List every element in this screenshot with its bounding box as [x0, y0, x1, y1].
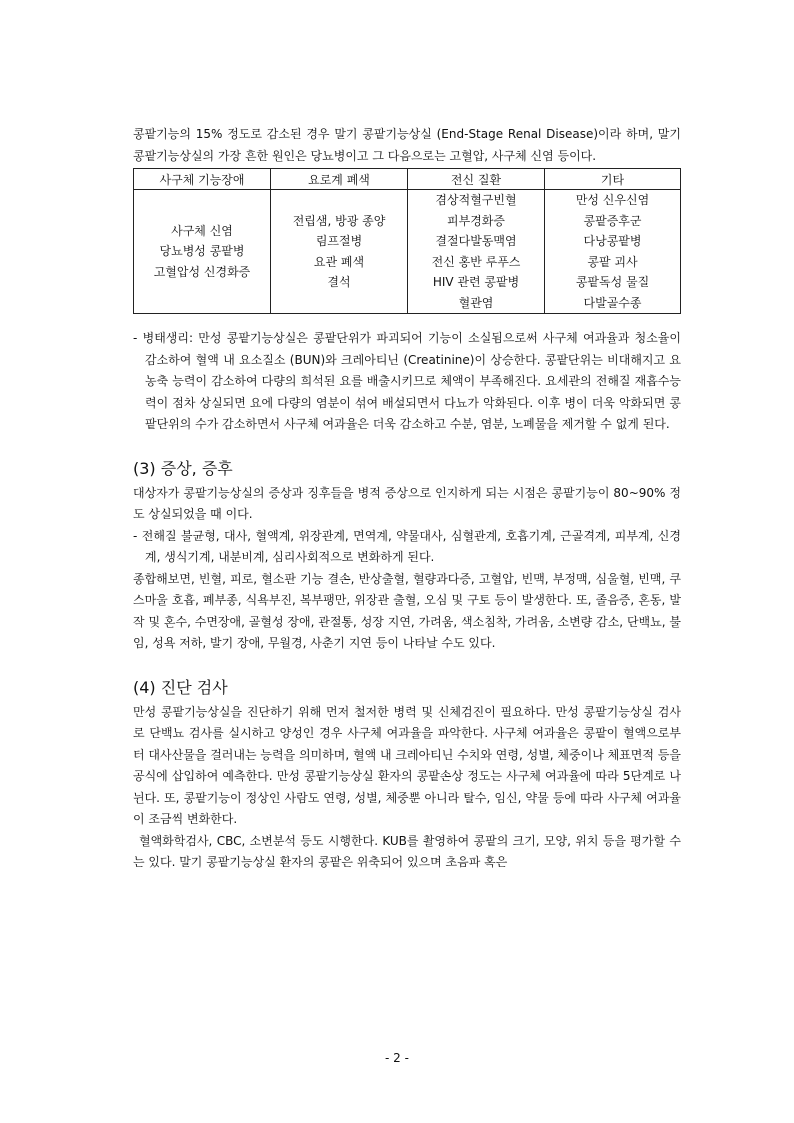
symptoms-paragraph-1: 대상자가 콩팥기능상실의 증상과 징후들을 병적 증상으로 인지하게 되는 시점은 콩팥기능이 80~90% 정도 상실되었을 때 이다. — [133, 485, 681, 521]
document-body — [133, 124, 681, 874]
table-cell-obstruction — [271, 190, 408, 314]
table-header-cell: 기타 — [545, 169, 681, 190]
cell-line: 콩팥증후군 — [583, 213, 642, 228]
table-cell-glomerular — [134, 190, 271, 314]
pathophysiology-paragraph: - 병태생리: 만성 콩팥기능상실은 콩팥단위가 파괴되어 기능이 소실됨으로써 사구체 여과율과 청소율이 감소하여 혈액 내 요소질소 (BUN)와 크레아티닌 (Creatinine)이 상승한다. 콩팥단위는 비대해지고 요 농축 능력이 감소하여 다량의 희석된 요를 배출시키므로 체액이 부족해진다. 요세관의 전해질 재흡수능력이 점차 상실되면 요에 다량의 염분이 섞여 배설되면서 다뇨가 악화된다. 이후 병이 더욱 악화되면 콩팥단위의 수가 감소하면서 사구체 여과율은 더욱 감소하고 수분, 염분, 노폐물을 제거할 수 없게 된다. — [133, 331, 681, 431]
cell-line: 결석 — [327, 275, 351, 289]
cell-line: HIV 관련 콩팥병 — [432, 275, 520, 289]
table-row — [134, 190, 681, 314]
cell-line: 전립샘, 방광 종양 — [292, 213, 386, 228]
table-cell-systemic — [408, 190, 545, 314]
cell-line: 결절다발동맥염 — [435, 234, 517, 248]
symptoms-paragraph-2: - 전해질 불균형, 대사, 혈액계, 위장관계, 면역계, 약물대사, 심혈관계, 호흡기계, 근골격계, 피부계, 신경계, 생식기계, 내분비계, 심리사회적으로 변화하게 된다. — [133, 528, 681, 564]
intro-paragraph: 콩팥기능의 15% 정도로 감소된 경우 말기 콩팥기능상실 (End-Stage Renal Disease)이라 하며, 말기 콩팥기능상실의 가장 흔한 원인은 당뇨병이고 그 다음으로는 고혈압, 사구체 신염 등이다. — [133, 127, 681, 163]
symptoms-paragraph-3: 종합해보면, 빈혈, 피로, 혈소판 기능 결손, 반상출혈, 혈량과다증, 고혈압, 빈맥, 부정맥, 심울혈, 빈맥, 쿠스마울 호흡, 폐부종, 식욕부진, 복부팽만, 위장관 출혈, 오심 및 구토 등이 발생한다. 또, 졸음증, 혼동, 발작 및 혼수, 수면장애, 골혈성 장애, 관절통, 성장 지연, 가려움, 색소침착, 가려움, 소변량 감소, 단백뇨, 불임, 성욕 저하, 발기 장애, 무월경, 사춘기 지연 등이 나타날 수도 있다. — [133, 571, 681, 650]
cell-line: 콩팥독성 물질 — [575, 275, 650, 289]
diagnosis-paragraph-2: 혈액화학검사, CBC, 소변분석 등도 시행한다. KUB를 촬영하여 콩팥의 크기, 모양, 위치 등을 평가할 수는 있다. 말기 콩팥기능상실 환자의 콩팥은 위축되어 있으며 초음파 혹은 — [133, 833, 681, 869]
cell-line: 요관 폐색 — [313, 254, 365, 269]
table-header-cell: 요로계 폐색 — [271, 169, 408, 190]
cell-line: 고혈압성 신경화증 — [153, 264, 251, 279]
table-cell-other — [545, 190, 681, 314]
cell-line: 다낭콩팥병 — [583, 234, 642, 248]
cell-line: 림프절병 — [315, 234, 363, 248]
table-header-row — [134, 169, 681, 190]
cell-line: 사구체 신염 — [171, 223, 233, 238]
cell-line: 겸상적혈구빈혈 — [435, 193, 517, 207]
table-header-cell: 전신 질환 — [408, 169, 545, 190]
cell-line: 다발골수종 — [583, 295, 642, 310]
page-number: - 2 - — [385, 1051, 409, 1065]
cell-line: 당뇨병성 콩팥병 — [159, 244, 245, 259]
causes-table — [133, 168, 681, 314]
cell-line: 만성 신우신염 — [575, 193, 650, 207]
cell-line: 혈관염 — [458, 295, 494, 310]
diagnosis-paragraph-1: 만성 콩팥기능상실을 진단하기 위해 먼저 철저한 병력 및 신체검진이 필요하다. 만성 콩팥기능상실 검사로 단백뇨 검사를 실시하고 양성인 경우 사구체 여과율을 파악한다. 사구체 여과율은 콩팥이 혈액으로부터 대사산물을 걸러내는 능력을 의미하며, 혈액 내 크레아티닌 수치와 연령, 성별, 체중이나 체표면적 등을 공식에 삽입하여 예측한다. 만성 콩팥기능상실 환자의 콩팥손상 정도는 사구체 여과율에 따라 5단계로 나뉜다. 또, 콩팥기능이 정상인 사람도 연령, 성별, 체중뿐 아니라 탈수, 임신, 약물 등에 따라 사구체 여과율이 조금씩 변화한다. — [133, 704, 681, 826]
table-header-cell: 사구체 기능장애 — [134, 169, 271, 190]
cell-line: 피부경화증 — [447, 213, 505, 228]
cell-line: 콩팥 괴사 — [587, 254, 638, 269]
section-heading-symptoms: (3) 증상, 증후 — [133, 458, 233, 478]
cell-line: 전신 홍반 루푸스 — [431, 254, 521, 269]
section-heading-diagnosis: (4) 진단 검사 — [133, 677, 228, 697]
